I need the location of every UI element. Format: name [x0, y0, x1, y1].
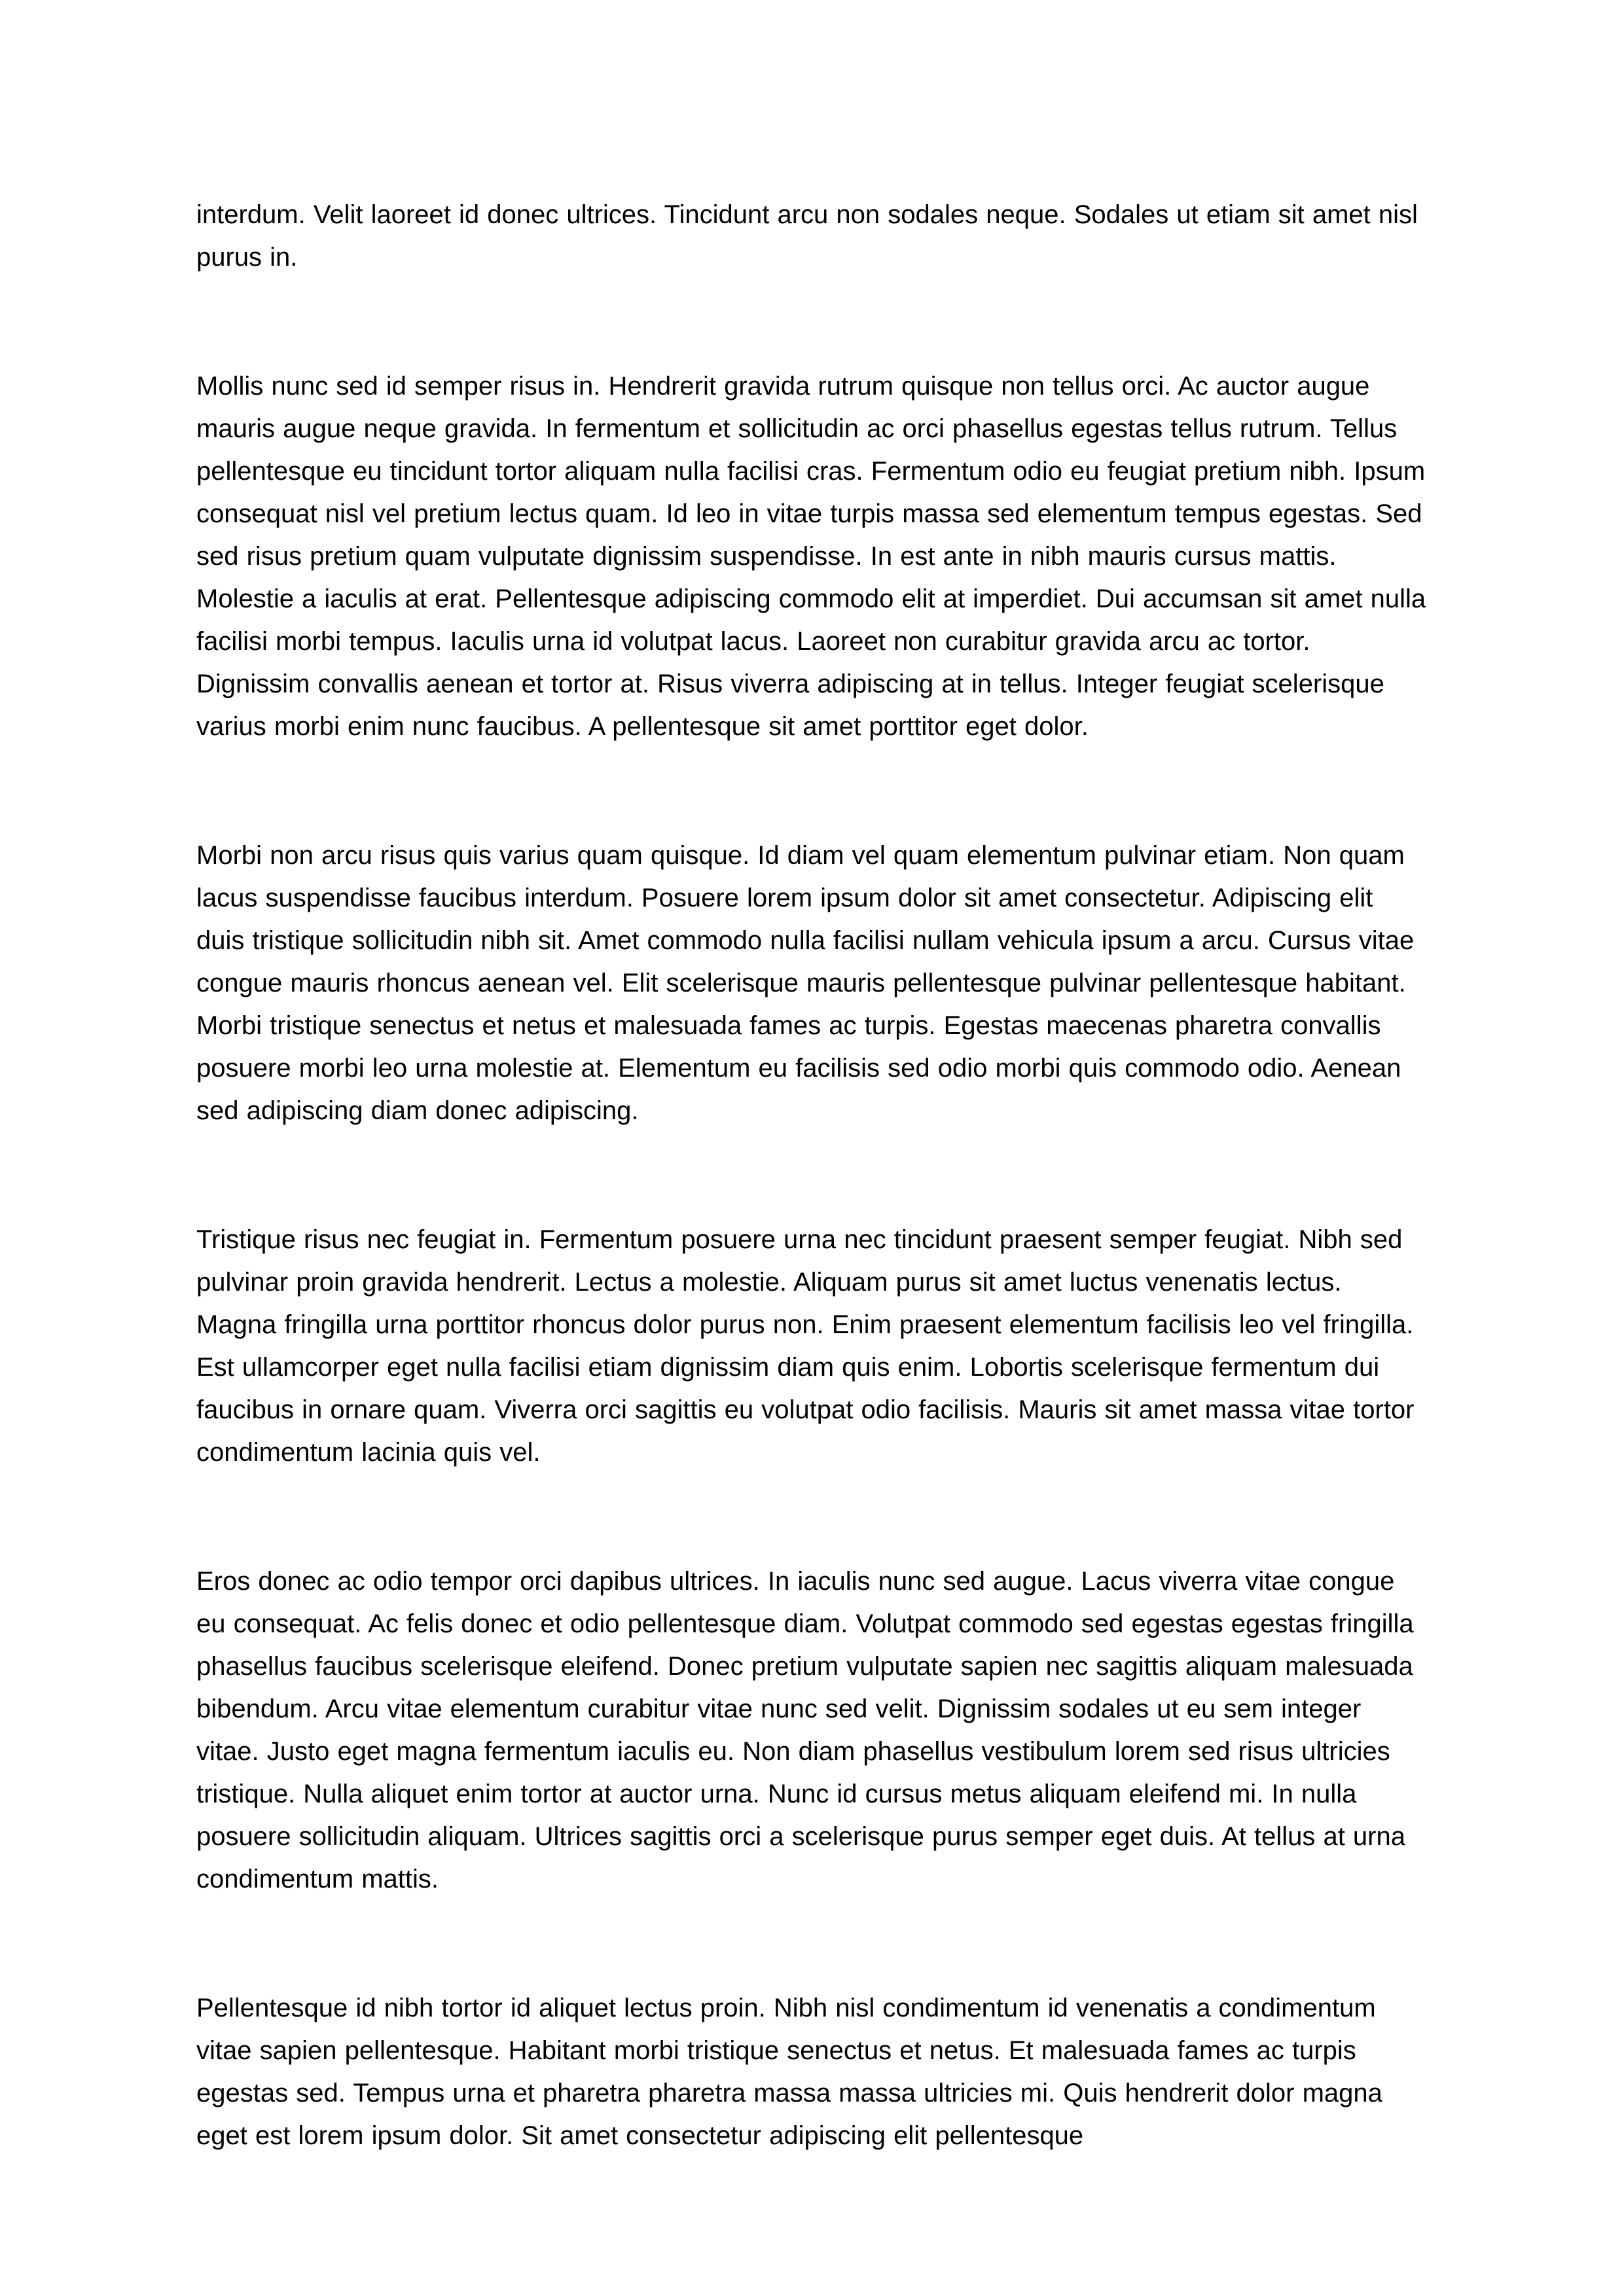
paragraph: Morbi non arcu risus quis varius quam quisque. Id diam vel quam elementum pulvinar etiam. Non quam lacus suspendisse faucibus interdum. Posuere lorem ipsum dolor sit amet consectetur. Adipiscing elit duis tristique sollicitudin nibh sit. Amet commodo nulla facilisi nullam vehicula ipsum a arcu. Cursus vitae congue mauris rhoncus aenean vel. Elit scelerisque mauris pellentesque pulvinar pellentesque habitant. Morbi tristique senectus et netus et malesuada fames ac turpis. Egestas maecenas pharetra convallis posuere morbi leo urna molestie at. Elementum eu facilisis sed odio morbi quis commodo odio. Aenean sed adipiscing diam donec adipiscing. [196, 841, 1415, 1125]
paragraph: Eros donec ac odio tempor orci dapibus ultrices. In iaculis nunc sed augue. Lacus viverra vitae congue eu consequat. Ac felis donec et odio pellentesque diam. Volutpat commodo sed egestas egestas fringilla phasellus faucibus scelerisque eleifend. Donec pretium vulputate sapien nec sagittis aliquam malesuada bibendum. Arcu vitae elementum curabitur vitae nunc sed velit. Dignissim sodales ut eu sem integer vitae. Justo eget magna fermentum iaculis eu. Non diam phasellus vestibulum lorem sed risus ultricies tristique. Nulla aliquet enim tortor at auctor urna. Nunc id cursus metus aliquam eleifend mi. In nulla posuere sollicitudin aliquam. Ultrices sagittis orci a scelerisque purus semper eget duis. At tellus at urna condimentum mattis. [196, 1567, 1414, 1893]
paragraph: Mollis nunc sed id semper risus in. Hendrerit gravida rutrum quisque non tellus orci. Ac auctor augue mauris augue neque gravida. In fermentum et sollicitudin ac orci phasellus egestas tellus rutrum. Tellus pellentesque eu tincidunt tortor aliquam nulla facilisi cras. Fermentum odio eu feugiat pretium nibh. Ipsum consequat nisl vel pretium lectus quam. Id leo in vitae turpis massa sed elementum tempus egestas. Sed sed risus pretium quam vulputate dignissim suspendisse. In est ante in nibh mauris cursus mattis. Molestie a iaculis at erat. Pellentesque adipiscing commodo elit at imperdiet. Dui accumsan sit amet nulla facilisi morbi tempus. Iaculis urna id volutpat lacus. Laoreet non curabitur gravida arcu ac tortor. Dignissim convallis aenean et tortor at. Risus viverra adipiscing at in tellus. Integer feugiat scelerisque varius morbi enim nunc faucibus. A pellentesque sit amet porttitor eget dolor. [196, 372, 1426, 741]
paragraph: interdum. Velit laoreet id donec ultrices. Tincidunt arcu non sodales neque. Sodales ut etiam sit amet nisl purus in. [196, 200, 1418, 272]
document-text-body [196, 194, 1428, 2157]
paragraph: Pellentesque id nibh tortor id aliquet lectus proin. Nibh nisl condimentum id venenatis a condimentum vitae sapien pellentesque. Habitant morbi tristique senectus et netus. Et malesuada fames ac turpis egestas sed. Tempus urna et pharetra pharetra massa massa ultricies mi. Quis hendrerit dolor magna eget est lorem ipsum dolor. Sit amet consectetur adipiscing elit pellentesque [196, 1994, 1382, 2150]
paragraph: Tristique risus nec feugiat in. Fermentum posuere urna nec tincidunt praesent semper feugiat. Nibh sed pulvinar proin gravida hendrerit. Lectus a molestie. Aliquam purus sit amet luctus venenatis lectus. Magna fringilla urna porttitor rhoncus dolor purus non. Enim praesent elementum facilisis leo vel fringilla. Est ullamcorper eget nulla facilisi etiam dignissim diam quis enim. Lobortis scelerisque fermentum dui faucibus in ornare quam. Viverra orci sagittis eu volutpat odio facilisis. Mauris sit amet massa vitae tortor condimentum lacinia quis vel. [196, 1225, 1415, 1467]
